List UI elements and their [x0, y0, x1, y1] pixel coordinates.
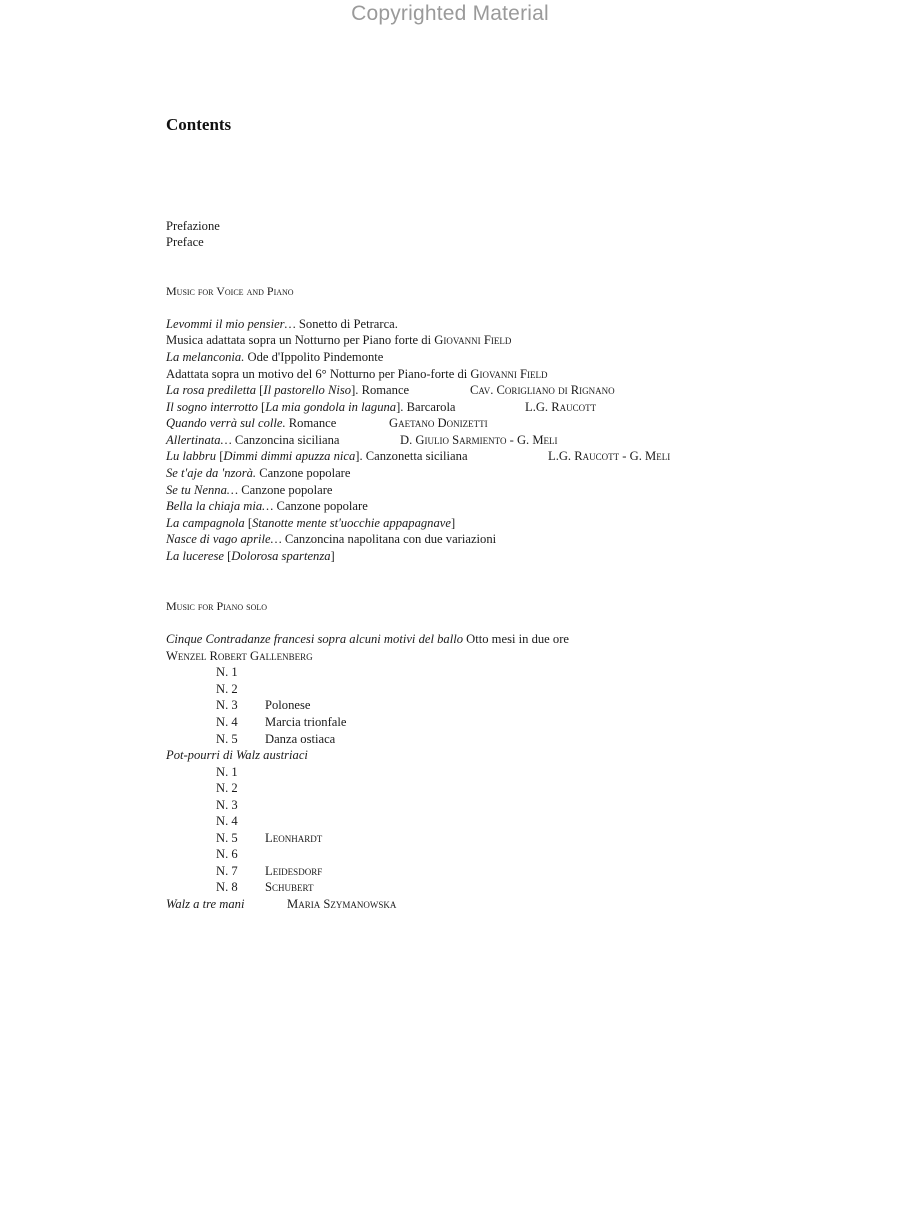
work-title: Se t'aje da 'nzorà. [166, 466, 257, 480]
work-description: Musica adattata sopra un Notturno per Piano forte di [166, 333, 435, 347]
work-description: Canzone popolare [238, 483, 333, 497]
work-title: Il sogno interrotto [166, 400, 258, 414]
entry-title: Prefazione [166, 219, 220, 233]
work-description: Canzone popolare [256, 466, 351, 480]
work-description: Romance [285, 416, 337, 430]
work-description: [ [257, 400, 266, 414]
work-subtitle: Il pastorello Niso [263, 383, 352, 397]
piece-number: N. 2 [216, 682, 238, 696]
work-description: [ [244, 516, 253, 530]
composer-name: Wenzel Robert Gallenberg [166, 649, 313, 663]
piece-title: Marcia trionfale [265, 715, 347, 729]
work-description: Otto mesi in due ore [463, 632, 569, 646]
piece-number: N. 4 [216, 814, 238, 828]
work-description: ]. Romance [351, 383, 410, 397]
work-title: Se tu Nenna… [166, 483, 239, 497]
composer-name: Cav. Corigliano di Rignano [470, 383, 615, 397]
work-description: [ [256, 383, 264, 397]
piece-number: N. 5 [216, 732, 238, 746]
composer-name: Leonhardt [265, 831, 323, 845]
work-description: Canzoncina napolitana con due variazioni [281, 532, 497, 546]
composer-name: Schubert [265, 880, 314, 894]
work-description: ]. Canzonetta siciliana [355, 449, 468, 463]
work-subtitle: Dimmi dimmi apuzza nica [223, 449, 356, 463]
work-description: Ode d'Ippolito Pindemonte [244, 350, 384, 364]
work-description: Adattata sopra un motivo del 6° Notturno per Piano-forte di [166, 367, 471, 381]
page-title: Contents [166, 115, 232, 134]
work-description: [ [216, 449, 224, 463]
work-subtitle: La mia gondola in laguna [265, 400, 397, 414]
piece-number: N. 6 [216, 847, 238, 861]
work-description: ]. Barcarola [396, 400, 456, 414]
piece-title: Danza ostiaca [265, 732, 336, 746]
work-subtitle: Dolorosa spartenza [231, 549, 331, 563]
work-description: ] [330, 549, 335, 563]
work-description: ] [450, 516, 456, 530]
piece-number: N. 8 [216, 880, 238, 894]
piece-title: Polonese [265, 698, 311, 712]
composer-name: Maria Szymanowska [287, 897, 397, 911]
piece-number: N. 1 [216, 765, 238, 779]
composer-name: Gaetano Donizetti [389, 416, 488, 430]
work-title: Allertinata… [166, 433, 232, 447]
work-description: Sonetto di Petrarca. [295, 317, 398, 331]
work-title: Cinque Contradanze francesi sopra alcuni motivi del ballo [166, 632, 463, 646]
work-title: Nasce di vago aprile… [166, 532, 282, 546]
composer-name: L.G. Raucott [525, 400, 597, 414]
work-title: Levommi il mio pensier… [166, 317, 296, 331]
work-title: La melanconia. [166, 350, 245, 364]
piece-number: N. 4 [216, 715, 238, 729]
piece-number: N. 2 [216, 781, 238, 795]
composer-name: Leidesdorf [265, 864, 323, 878]
entry-title: Preface [166, 235, 204, 249]
work-title: Walz a tre mani [166, 897, 245, 911]
work-title: Quando verrà sul colle. [166, 416, 286, 430]
copyright-watermark: Copyrighted Material [351, 2, 549, 25]
piece-number: N. 1 [216, 665, 238, 679]
work-subtitle: Stanotte mente st'uocchie appapagnave [252, 516, 451, 530]
piece-number: N. 3 [216, 698, 238, 712]
work-title: La rosa prediletta [166, 383, 257, 397]
work-title: Pot-pourri di Walz austriaci [166, 748, 308, 762]
piece-number: N. 5 [216, 831, 238, 845]
work-description: [ [223, 549, 232, 563]
composer-name: Giovanni Field [434, 333, 512, 347]
work-description: Canzone popolare [273, 499, 368, 513]
work-title: La campagnola [166, 516, 245, 530]
composer-name: D. Giulio Sarmiento - G. Meli [400, 433, 558, 447]
work-title: Bella la chiaja mia… [166, 499, 274, 513]
composer-name: L.G. Raucott - G. Meli [548, 449, 671, 463]
piece-number: N. 7 [216, 864, 238, 878]
work-description: Canzoncina siciliana [231, 433, 340, 447]
section-heading-voice-piano: Music for Voice and Piano [166, 284, 294, 298]
work-title: La lucerese [166, 549, 224, 563]
piece-number: N. 3 [216, 798, 238, 812]
work-title: Lu labbru [166, 449, 217, 463]
composer-name: Giovanni Field [470, 367, 548, 381]
section-heading-piano-solo: Music for Piano solo [166, 599, 268, 613]
